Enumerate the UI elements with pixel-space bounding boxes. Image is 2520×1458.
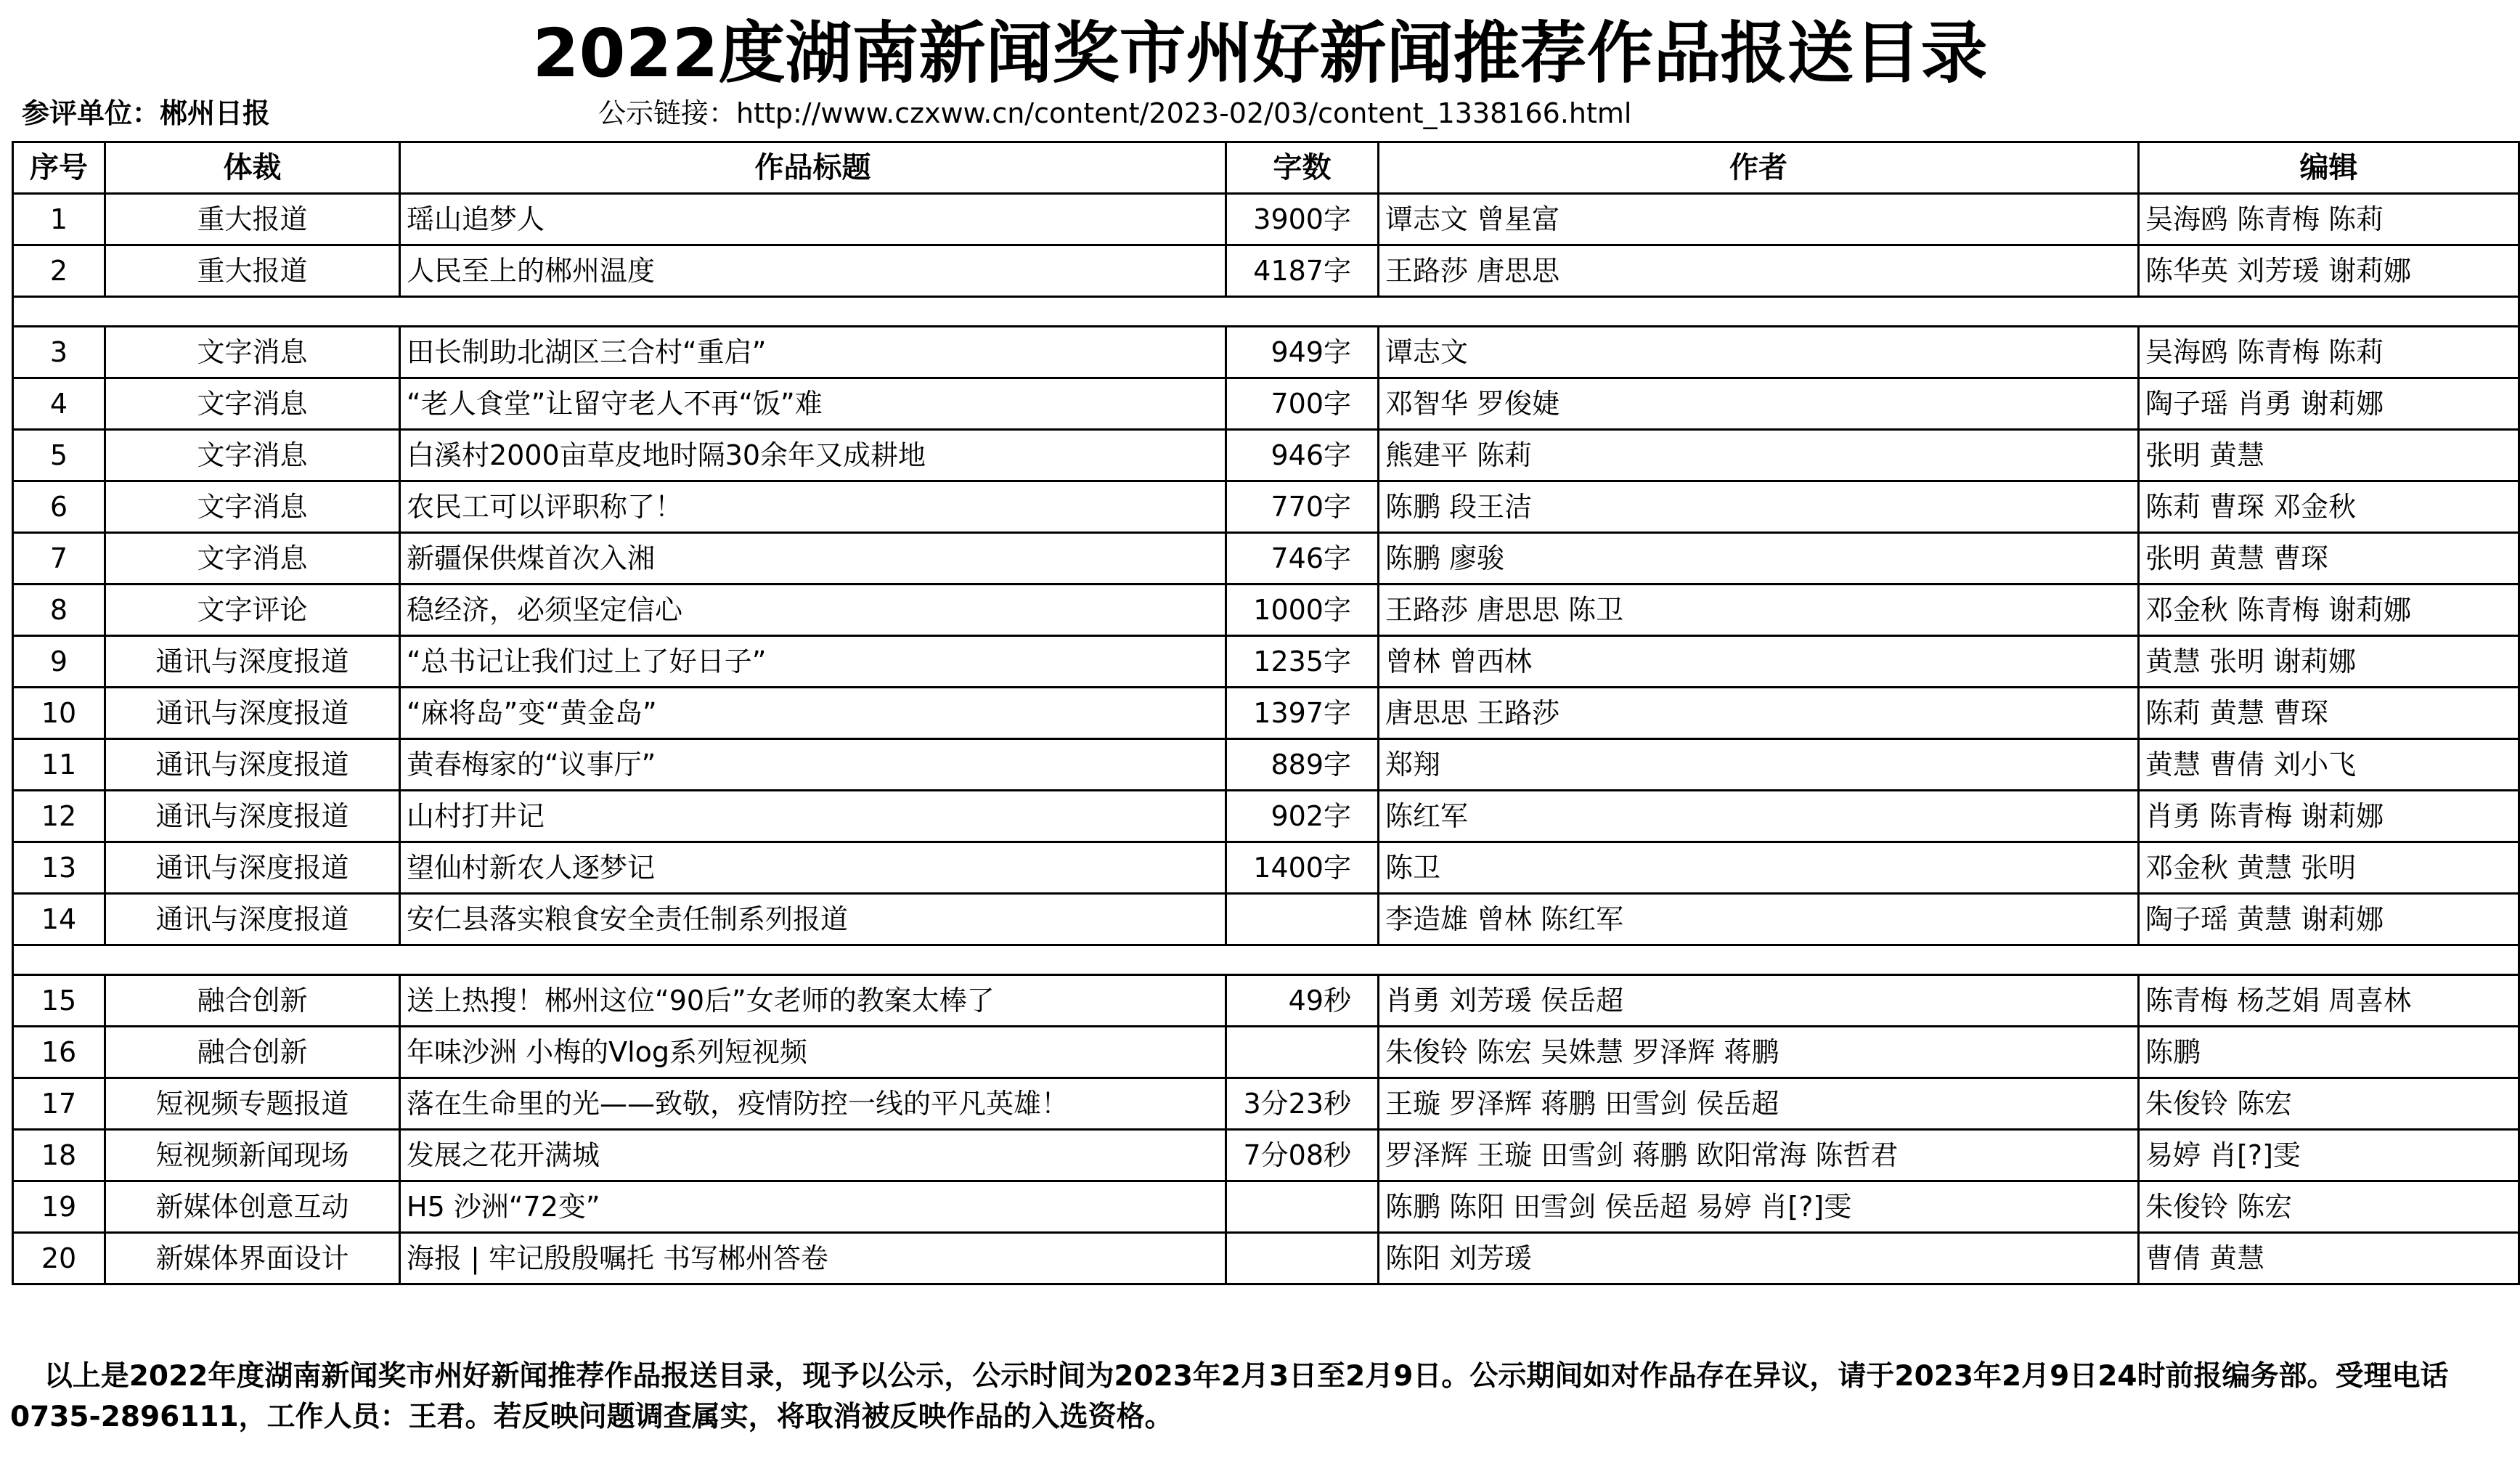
cell-editors: 肖勇 陈青梅 谢莉娜 (2139, 791, 2519, 842)
cell-editors: 吴海鸥 陈青梅 陈莉 (2139, 194, 2519, 245)
cell-title: “麻将岛”变“黄金岛” (400, 688, 1226, 739)
cell-word-count (1226, 1027, 1379, 1078)
cell-authors: 陈鹏 陈阳 田雪剑 侯岳超 易婷 肖[?]雯 (1379, 1181, 2139, 1233)
cell-number: 1 (13, 194, 105, 245)
participating-unit: 参评单位：郴州日报 (22, 97, 271, 129)
table-row (13, 791, 2519, 842)
cell-word-count: 746字 (1226, 533, 1379, 585)
cell-title: 送上热搜！郴州这位“90后”女老师的教案太棒了 (400, 975, 1226, 1027)
cell-editors: 邓金秋 黄慧 张明 (2139, 842, 2519, 894)
table-row (13, 894, 2519, 945)
cell-number: 4 (13, 378, 105, 430)
table-row (13, 245, 2519, 297)
cell-authors: 肖勇 刘芳瑗 侯岳超 (1379, 975, 2139, 1027)
cell-number: 20 (13, 1233, 105, 1284)
cell-genre: 文字消息 (105, 481, 400, 533)
cell-genre: 文字消息 (105, 327, 400, 378)
cell-word-count: 1000字 (1226, 585, 1379, 636)
cell-genre: 通讯与深度报道 (105, 636, 400, 688)
cell-authors: 王璇 罗泽辉 蒋鹏 田雪剑 侯岳超 (1379, 1078, 2139, 1130)
cell-editors: 张明 黄慧 (2139, 430, 2519, 481)
cell-number: 2 (13, 245, 105, 297)
cell-word-count: 1235字 (1226, 636, 1379, 688)
cell-title: 新疆保供煤首次入湘 (400, 533, 1226, 585)
cell-editors: 陈青梅 杨芝娟 周喜林 (2139, 975, 2519, 1027)
cell-title: 安仁县落实粮食安全责任制系列报道 (400, 894, 1226, 945)
cell-title: 望仙村新农人逐梦记 (400, 842, 1226, 894)
cell-title: 海报 | 牢记殷殷嘱托 书写郴州答卷 (400, 1233, 1226, 1284)
header-genre: 体裁 (105, 142, 400, 194)
cell-word-count: 7分08秒 (1226, 1130, 1379, 1181)
cell-number: 18 (13, 1130, 105, 1181)
table-row (13, 975, 2519, 1027)
cell-word-count (1226, 1181, 1379, 1233)
cell-number: 3 (13, 327, 105, 378)
cell-title: “老人食堂”让留守老人不再“饭”难 (400, 378, 1226, 430)
cell-word-count: 49秒 (1226, 975, 1379, 1027)
cell-title: H5 沙洲“72变” (400, 1181, 1226, 1233)
cell-word-count: 902字 (1226, 791, 1379, 842)
cell-editors: 吴海鸥 陈青梅 陈莉 (2139, 327, 2519, 378)
cell-title: 瑶山追梦人 (400, 194, 1226, 245)
cell-genre: 文字评论 (105, 585, 400, 636)
cell-word-count: 4187字 (1226, 245, 1379, 297)
table-row (13, 533, 2519, 585)
cell-title: 白溪村2000亩草皮地时隔30余年又成耕地 (400, 430, 1226, 481)
cell-authors: 曾林 曾西林 (1379, 636, 2139, 688)
cell-genre: 新媒体界面设计 (105, 1233, 400, 1284)
cell-word-count: 700字 (1226, 378, 1379, 430)
cell-title: “总书记让我们过上了好日子” (400, 636, 1226, 688)
cell-genre: 文字消息 (105, 378, 400, 430)
cell-authors: 陈阳 刘芳瑗 (1379, 1233, 2139, 1284)
cell-title: 年味沙洲 小梅的Vlog系列短视频 (400, 1027, 1226, 1078)
cell-number: 16 (13, 1027, 105, 1078)
table-row (13, 1233, 2519, 1284)
cell-word-count: 3900字 (1226, 194, 1379, 245)
cell-number: 6 (13, 481, 105, 533)
cell-authors: 陈鹏 廖骏 (1379, 533, 2139, 585)
cell-title: 人民至上的郴州温度 (400, 245, 1226, 297)
cell-number: 14 (13, 894, 105, 945)
group-separator-row (13, 297, 2519, 327)
cell-authors: 邓智华 罗俊婕 (1379, 378, 2139, 430)
table-row (13, 636, 2519, 688)
table-row (13, 327, 2519, 378)
cell-title: 发展之花开满城 (400, 1130, 1226, 1181)
cell-genre: 重大报道 (105, 245, 400, 297)
group-separator-row (13, 945, 2519, 975)
cell-authors: 王路莎 唐思思 陈卫 (1379, 585, 2139, 636)
entries-table (12, 141, 2520, 1285)
cell-number: 10 (13, 688, 105, 739)
cell-word-count: 1397字 (1226, 688, 1379, 739)
cell-genre: 通讯与深度报道 (105, 739, 400, 791)
cell-number: 12 (13, 791, 105, 842)
cell-genre: 文字消息 (105, 430, 400, 481)
cell-editors: 邓金秋 陈青梅 谢莉娜 (2139, 585, 2519, 636)
cell-number: 17 (13, 1078, 105, 1130)
table-row (13, 430, 2519, 481)
cell-title: 落在生命里的光——致敬，疫情防控一线的平凡英雄！ (400, 1078, 1226, 1130)
table-row (13, 1181, 2519, 1233)
cell-editors: 易婷 肖[?]雯 (2139, 1130, 2519, 1181)
cell-authors: 唐思思 王路莎 (1379, 688, 2139, 739)
cell-authors: 李造雄 曾林 陈红军 (1379, 894, 2139, 945)
cell-editors: 张明 黄慧 曹琛 (2139, 533, 2519, 585)
cell-genre: 短视频新闻现场 (105, 1130, 400, 1181)
cell-genre: 通讯与深度报道 (105, 791, 400, 842)
table-row (13, 378, 2519, 430)
cell-authors: 陈红军 (1379, 791, 2139, 842)
cell-number: 13 (13, 842, 105, 894)
cell-word-count (1226, 1233, 1379, 1284)
cell-title: 田长制助北湖区三合村“重启” (400, 327, 1226, 378)
cell-genre: 融合创新 (105, 1027, 400, 1078)
group-separator-cell (13, 945, 2519, 975)
table-row (13, 481, 2519, 533)
cell-editors: 朱俊铃 陈宏 (2139, 1181, 2519, 1233)
cell-number: 19 (13, 1181, 105, 1233)
cell-editors: 陶子瑶 黄慧 谢莉娜 (2139, 894, 2519, 945)
cell-authors: 罗泽辉 王璇 田雪剑 蒋鹏 欧阳常海 陈哲君 (1379, 1130, 2139, 1181)
cell-word-count: 889字 (1226, 739, 1379, 791)
cell-editors: 陈鹏 (2139, 1027, 2519, 1078)
cell-editors: 陈华英 刘芳瑗 谢莉娜 (2139, 245, 2519, 297)
table-row (13, 1027, 2519, 1078)
cell-number: 7 (13, 533, 105, 585)
cell-authors: 朱俊铃 陈宏 吴姝慧 罗泽辉 蒋鹏 (1379, 1027, 2139, 1078)
header-title: 作品标题 (400, 142, 1226, 194)
cell-authors: 熊建平 陈莉 (1379, 430, 2139, 481)
cell-editors: 陈莉 黄慧 曹琛 (2139, 688, 2519, 739)
cell-authors: 陈卫 (1379, 842, 2139, 894)
cell-authors: 王路莎 唐思思 (1379, 245, 2139, 297)
cell-genre: 重大报道 (105, 194, 400, 245)
cell-title: 山村打井记 (400, 791, 1226, 842)
notice-text: 以上是2022年度湖南新闻奖市州好新闻推荐作品报送目录，现予以公示，公示时间为2023年2月3日至2月9日。公示期间如对作品存在异议，请于2023年2月9日24时前报编务部。受理电话0735-2896111，工作人员：王君。若反映问题调查属实，将取消被反映作品的入选资格。 (10, 1360, 2449, 1433)
cell-word-count: 3分23秒 (1226, 1078, 1379, 1130)
cell-number: 8 (13, 585, 105, 636)
cell-word-count: 946字 (1226, 430, 1379, 481)
header-editors: 编辑 (2139, 142, 2519, 194)
cell-editors: 陈莉 曹琛 邓金秋 (2139, 481, 2519, 533)
cell-editors: 朱俊铃 陈宏 (2139, 1078, 2519, 1130)
header-number: 序号 (13, 142, 105, 194)
table-row (13, 1130, 2519, 1181)
table-body (13, 194, 2519, 1284)
cell-authors: 谭志文 (1379, 327, 2139, 378)
cell-editors: 黄慧 张明 谢莉娜 (2139, 636, 2519, 688)
cell-title: 黄春梅家的“议事厅” (400, 739, 1226, 791)
cell-title: 稳经济，必须坚定信心 (400, 585, 1226, 636)
cell-genre: 通讯与深度报道 (105, 688, 400, 739)
cell-number: 15 (13, 975, 105, 1027)
table-row (13, 688, 2519, 739)
cell-authors: 陈鹏 段王洁 (1379, 481, 2139, 533)
header-authors: 作者 (1379, 142, 2139, 194)
page-title: 2022度湖南新闻奖市州好新闻推荐作品报送目录 (532, 15, 1988, 92)
cell-editors: 黄慧 曹倩 刘小飞 (2139, 739, 2519, 791)
cell-genre: 短视频专题报道 (105, 1078, 400, 1130)
cell-number: 9 (13, 636, 105, 688)
cell-number: 5 (13, 430, 105, 481)
group-separator-cell (13, 297, 2519, 327)
cell-word-count: 770字 (1226, 481, 1379, 533)
table-row (13, 194, 2519, 245)
cell-editors: 曹倩 黄慧 (2139, 1233, 2519, 1284)
cell-authors: 郑翔 (1379, 739, 2139, 791)
header-word-count: 字数 (1226, 142, 1379, 194)
cell-genre: 文字消息 (105, 533, 400, 585)
cell-word-count (1226, 894, 1379, 945)
cell-genre: 通讯与深度报道 (105, 842, 400, 894)
table-row (13, 1078, 2519, 1130)
table-row (13, 842, 2519, 894)
table-row (13, 585, 2519, 636)
cell-authors: 谭志文 曾星富 (1379, 194, 2139, 245)
table-row (13, 739, 2519, 791)
public-notice-link: 公示链接：http://www.czxww.cn/content/2023-02/03/content_1338166.html (598, 97, 1632, 129)
cell-word-count: 1400字 (1226, 842, 1379, 894)
cell-title: 农民工可以评职称了！ (400, 481, 1226, 533)
cell-genre: 通讯与深度报道 (105, 894, 400, 945)
table-header-row (13, 142, 2519, 194)
cell-genre: 新媒体创意互动 (105, 1181, 400, 1233)
cell-editors: 陶子瑶 肖勇 谢莉娜 (2139, 378, 2519, 430)
cell-number: 11 (13, 739, 105, 791)
cell-word-count: 949字 (1226, 327, 1379, 378)
cell-genre: 融合创新 (105, 975, 400, 1027)
